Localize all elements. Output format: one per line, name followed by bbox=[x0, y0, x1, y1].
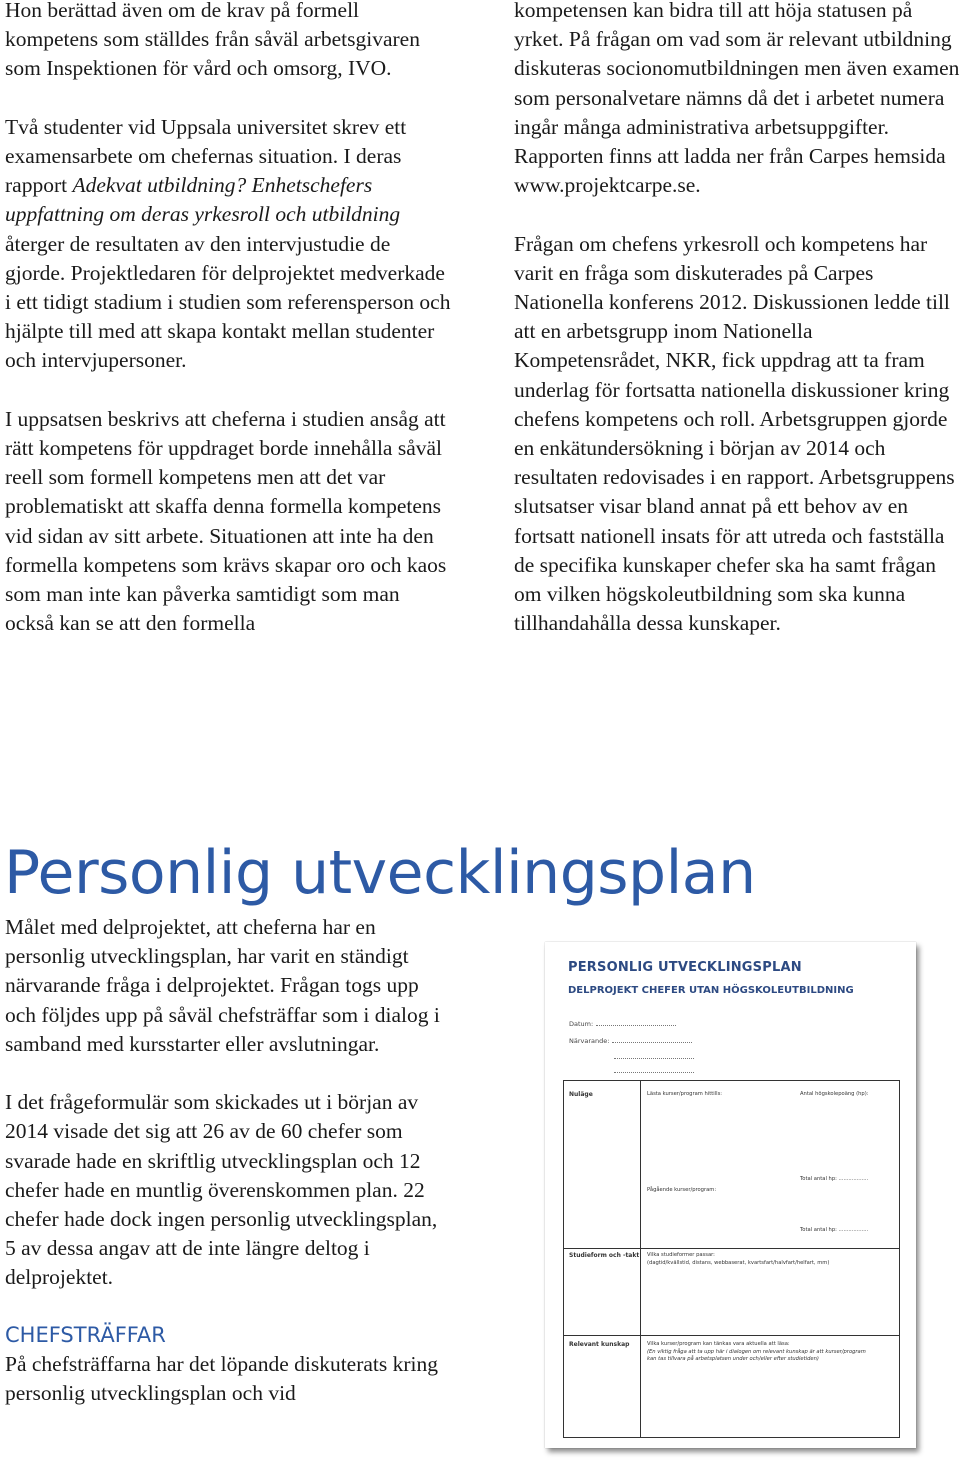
cell-text: kan tas tillvara på arbetsplatsen under och/eller efter studietiden) bbox=[647, 1356, 819, 1362]
form-subtitle: DELPROJEKT CHEFER UTAN HÖGSKOLEUTBILDNING bbox=[568, 985, 854, 996]
subheading: CHEFSTRÄFFAR bbox=[5, 1322, 166, 1347]
paragraph: Frågan om chefens yrkesroll och kompetens har varit en fråga som diskuterades på Carpes Nationella konferens 2012. Diskussionen ledde till att en arbetsgrupp inom Nationella Kompetensrådet, NKR, fick uppdrag att ta fram underlag för fortsatta nationella diskussioner kring chefens kompetens och roll. Arbetsgruppen gjorde en enkätundersökning i början av 2014 och resultaten redovisades i en rapport. Arbetsgruppens slutsatser visar bland annat på ett behov av en fortsatt nationell insats för att utreda och fastställa de specifika kunskaper chefer ska ha samt frågan om vilken högskoleutbildning som ska kunna tillhandahålla dessa kunskaper. bbox=[514, 231, 955, 636]
paragraph: I uppsatsen beskrivs att cheferna i studien ansåg att rätt kompetens för uppdraget borde innehålla såväl reell som formell kompetens men att det var problematiskt att skaffa denna formella kompetens vid sidan av sitt arbete. Situationen att inte ha den formella kompetens som krävs skapar oro och kaos som man inte kan påverka samtidigt som man också kan se att den formella bbox=[5, 406, 447, 636]
cell-text: Total antal hp: .................. bbox=[800, 1176, 869, 1182]
cell-text: Vilka studieformer passar: bbox=[647, 1252, 715, 1258]
section-title: Personlig utvecklingsplan bbox=[4, 838, 756, 908]
paragraph: I det frågeformulär som skickades ut i början av 2014 visade det sig att 26 av de 60 chefer som svarade hade en skriftlig utvecklingsplan och 12 chefer hade en muntlig överenskommen plan. 22 chefer hade dock ingen personlig utvecklingsplan, 5 av dessa angav att de inte längre deltog i delprojektet. bbox=[5, 1090, 438, 1290]
form-table bbox=[563, 1080, 900, 1438]
cell-text: Lästa kurser/program hittills: bbox=[647, 1091, 723, 1097]
form-field-line bbox=[611, 1066, 694, 1075]
cell-text: Antal högskolepoäng (hp): bbox=[800, 1091, 869, 1097]
row-label-study-form: Studieform och -takt bbox=[569, 1252, 640, 1259]
row-label-relevant-knowledge: Relevant kunskap bbox=[569, 1341, 630, 1348]
report-title: Adekvat utbildning? Enhetschefers uppfattning om deras yrkesroll och utbildning bbox=[5, 173, 401, 227]
cell-text: Pågående kurser/program: bbox=[647, 1187, 717, 1193]
paragraph: På chefsträffarna har det löpande diskuterats kring personlig utvecklingsplan och vid bbox=[5, 1352, 439, 1406]
left-column-bottom bbox=[5, 913, 445, 1408]
form-field-attendees: Närvarande: bbox=[569, 1036, 692, 1045]
right-column-top bbox=[514, 0, 960, 638]
row-label-current: Nuläge bbox=[569, 1091, 593, 1098]
paragraph: Målet med delprojektet, att cheferna har en personlig utvecklingsplan, har varit en ständigt närvarande fråga i delprojektet. Frågan togs upp och följdes upp på såväl chefsträffar som i dialog i samband med kursstarter eller avslutningar. bbox=[5, 915, 440, 1056]
cell-text: (dagtid/kvällstid, distans, webbaserat, kvartsfart/halvfart/helfart, mm) bbox=[647, 1260, 830, 1266]
form-title: PERSONLIG UTVECKLINGSPLAN bbox=[568, 960, 802, 975]
form-field-line bbox=[611, 1052, 694, 1061]
cell-text: (En viktig fråga att ta upp här i dialogen om relevant kunskap är att kurser/program bbox=[647, 1349, 866, 1355]
development-plan-form-image bbox=[545, 942, 916, 1448]
cell-text: Total antal hp: .................. bbox=[800, 1227, 869, 1233]
left-column-top bbox=[5, 0, 453, 638]
paragraph-text: Två studenter vid Uppsala universitet skrev ett examensarbete om chefernas situation. I deras rapport bbox=[5, 114, 407, 198]
paragraph bbox=[5, 113, 453, 376]
paragraph: Hon berättad även om de krav på formell kompetens som ställdes från såväl arbetsgivaren som Inspektionen för vård och omsorg, IVO. bbox=[5, 0, 420, 81]
paragraph: kompetensen kan bidra till att höja statusen på yrket. På frågan om vad som är relevant utbildning diskuteras socionomutbildningen men även examen som personalvetare nämns då det i arbetet numera ingår många administrativa arbetsuppgifter. Rapporten finns att ladda ner från Carpes hemsida www.projektcarpe.se. bbox=[514, 0, 960, 198]
form-field-date: Datum: bbox=[569, 1019, 676, 1028]
cell-text: Vilka kurser/program kan tänkas vara aktuella att läsa: bbox=[647, 1341, 790, 1347]
paragraph-text: återger de resultaten av den intervjustudie de gjorde. Projektledaren för delprojektet medverkade i ett tidigt stadium i studien som referensperson och hjälpte till med att skapa kontakt mellan studenter och intervjupersoner. bbox=[5, 231, 451, 373]
